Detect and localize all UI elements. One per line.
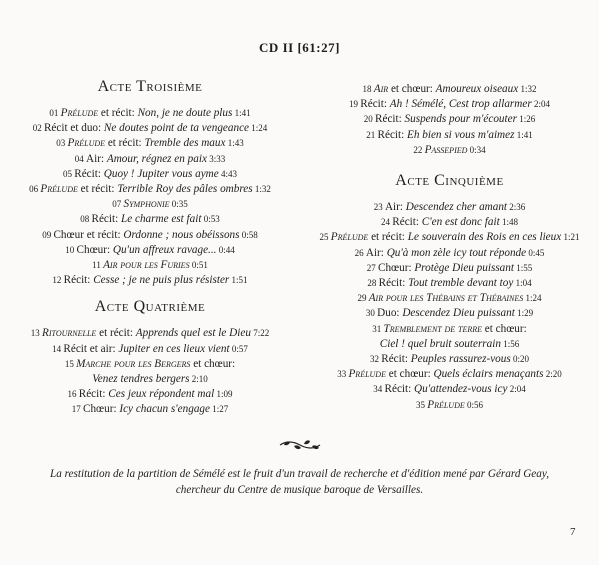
track-title: Le souverain des Rois en ces lieux [407, 231, 562, 244]
track-row [0, 326, 300, 341]
track-type: et récit: [368, 231, 408, 244]
track-row [300, 398, 599, 413]
track-form: Prélude [40, 183, 78, 196]
credits-note-line-2: chercheur du Centre de musique baroque de Versailles. [175, 484, 424, 496]
track-list-act-3 [0, 106, 300, 288]
track-form: Prélude [60, 107, 99, 119]
track-row [300, 306, 599, 321]
track-number: 14 [52, 343, 64, 354]
track-form: Ritournelle [42, 327, 97, 340]
track-duration: 1:24 [249, 123, 268, 134]
track-number: 09 [42, 229, 54, 240]
track-number: 21 [366, 129, 378, 140]
track-title: Quoy ! Jupiter vous ayme [103, 167, 219, 180]
track-duration: 0:45 [526, 247, 545, 258]
track-duration: 1:41 [514, 129, 533, 140]
track-number: 32 [370, 354, 382, 365]
track-duration: 2:04 [531, 99, 550, 110]
track-duration: 1:27 [209, 404, 229, 415]
track-title: Ordonne ; nous obéissons [123, 228, 240, 241]
track-number: 24 [381, 217, 393, 228]
act-title-4: Acte Quatrième [94, 298, 206, 316]
track-duration: 0:44 [216, 244, 235, 255]
track-type: Air: [365, 246, 387, 259]
track-form: Tremblement de terre [383, 322, 482, 335]
track-title: Qu'attendez-vous icy [414, 383, 508, 396]
track-row [0, 258, 300, 273]
track-form: Marche pour les Bergers [76, 357, 191, 370]
track-type: Récit: [381, 353, 411, 366]
track-title: Non, je ne doute plus [137, 107, 233, 119]
track-type: Récit: [63, 274, 94, 287]
track-form: Prélude [427, 398, 465, 411]
track-type: Récit: [78, 388, 109, 401]
track-duration: 1:51 [229, 275, 248, 286]
track-type: Récit: [378, 277, 409, 290]
track-duration: 1:29 [514, 308, 534, 319]
cd-title: CD II [61:27] [259, 40, 340, 55]
track-title: Le charme est fait [121, 213, 202, 226]
track-number: 28 [367, 278, 379, 289]
track-type: et récit: [96, 327, 136, 340]
track-duration: 0:34 [467, 144, 486, 155]
track-number: 01 [49, 108, 61, 118]
track-title: Qu'à mon zèle icy tout réponde [386, 246, 527, 259]
track-row [300, 337, 599, 352]
track-number: 17 [71, 404, 83, 415]
track-duration: 1:09 [214, 389, 233, 400]
track-title: Ces jeux répondent mal [108, 388, 215, 401]
track-row [0, 372, 300, 387]
track-number: 27 [366, 262, 378, 273]
track-row [0, 387, 300, 402]
track-duration: 4:43 [218, 168, 237, 179]
track-title: Apprends quel est le Dieu [135, 327, 251, 340]
track-duration: 2:36 [507, 202, 526, 213]
track-row [0, 243, 300, 258]
track-title: Ne doutes point de ta vengeance [103, 122, 250, 135]
track-row [0, 273, 300, 288]
track-row [300, 261, 599, 276]
track-type: et récit: [105, 137, 145, 150]
track-number: 34 [373, 384, 385, 395]
track-duration: 1:55 [513, 262, 533, 273]
track-form: Prélude [330, 231, 369, 244]
track-duration: 1:43 [225, 138, 244, 149]
track-number: 35 [415, 399, 428, 410]
track-duration: 2:10 [189, 374, 208, 385]
track-type: Récit: [375, 113, 405, 126]
track-type: et chœur: [190, 357, 236, 370]
track-duration: 2:04 [507, 384, 526, 395]
track-title: Descendez cher amant [405, 201, 508, 214]
track-number: 04 [74, 153, 87, 164]
track-title: Descendez Dieu puissant [402, 307, 515, 320]
track-number: 10 [65, 244, 77, 255]
track-title: Tout tremble devant toy [408, 277, 514, 290]
track-number: 20 [363, 114, 376, 125]
track-number: 30 [365, 308, 378, 319]
track-duration: 0:56 [464, 399, 483, 410]
track-duration: 1:26 [516, 114, 536, 125]
track-title: Icy chacun s'engage [119, 403, 210, 416]
track-type: Air: [86, 152, 107, 165]
act-title-5: Acte Cinquième [395, 172, 504, 190]
track-number: 18 [362, 84, 374, 94]
track-duration: 1:56 [500, 338, 520, 349]
track-title: Terrible Roy des pâles ombres [117, 183, 253, 196]
track-number: 25 [319, 232, 331, 243]
track-row [300, 276, 599, 291]
track-type: Récit: [91, 213, 121, 226]
track-duration: 1:41 [232, 108, 251, 118]
right-column [300, 72, 599, 413]
track-row [0, 106, 300, 121]
track-row [300, 128, 599, 143]
track-type: et chœur: [385, 368, 434, 381]
track-duration: 0:51 [189, 260, 208, 271]
page-number: 7 [570, 526, 576, 538]
track-row [300, 246, 599, 261]
track-title: Venez tendres bergers [92, 373, 190, 386]
track-row [300, 215, 599, 230]
track-duration: 0:20 [510, 354, 529, 365]
track-type: Récit: [377, 128, 408, 141]
track-title: Eh bien si vous m'aimez [407, 128, 515, 141]
track-duration: 1:32 [518, 84, 537, 94]
track-type: Récit: [392, 216, 422, 229]
track-number: 33 [337, 369, 349, 380]
track-row [300, 230, 599, 245]
track-title: Qu'un affreux ravage... [112, 243, 217, 256]
track-title: C'en est donc fait [421, 216, 500, 229]
track-type: Récit: [384, 383, 415, 396]
track-form: Air pour les Furies [103, 259, 190, 272]
track-type: Air: [384, 201, 406, 214]
track-title: Peuples rassurez-vous [410, 353, 511, 366]
track-row [300, 200, 599, 215]
track-row [0, 197, 300, 212]
track-duration: 0:35 [169, 199, 188, 210]
track-title: Ciel ! quel bruit souterrain [379, 337, 501, 350]
track-list-act-4-continued [300, 82, 599, 158]
track-type: et récit: [77, 183, 118, 196]
track-title: Jupiter en ces lieux vient [118, 342, 230, 355]
track-duration: 3:33 [206, 153, 226, 164]
track-duration: 1:48 [499, 217, 518, 228]
track-row [0, 357, 300, 372]
track-number: 02 [32, 123, 44, 134]
track-row [300, 382, 599, 397]
track-title: Cesse ; je ne puis plus résister [93, 274, 230, 287]
track-row [300, 367, 599, 382]
track-duration: 2:20 [543, 369, 562, 380]
track-row [0, 212, 300, 227]
track-title: Suspends pour m'écouter [404, 113, 517, 126]
track-form: Prélude [348, 368, 386, 381]
track-number: 29 [357, 293, 369, 304]
track-duration: 0:57 [229, 343, 248, 354]
track-number: 06 [29, 184, 41, 195]
track-row [300, 352, 599, 367]
track-row [300, 97, 599, 112]
track-type: Chœur: [76, 243, 113, 256]
track-row [300, 291, 599, 306]
track-form: Air [373, 83, 389, 95]
track-number: 26 [354, 247, 366, 258]
track-type: Récit: [360, 98, 390, 111]
track-row [0, 402, 300, 417]
track-title: Ah ! Sémélé, Cest trop allarmer [389, 98, 532, 111]
vine-leaf-ornament-icon [0, 437, 599, 453]
track-number: 23 [373, 202, 385, 213]
track-number: 22 [413, 144, 425, 155]
track-number: 03 [56, 138, 68, 149]
track-row [0, 152, 300, 167]
track-duration: 7:22 [250, 328, 270, 339]
track-duration: 1:32 [252, 184, 271, 195]
track-type: et chœur: [388, 83, 436, 95]
track-list-act-5 [300, 200, 599, 413]
track-list-act-4 [0, 326, 300, 417]
track-number: 16 [67, 389, 79, 400]
track-number: 19 [349, 99, 361, 110]
track-type: Récit et air: [63, 342, 119, 355]
track-title: Quels éclairs menaçants [433, 368, 544, 381]
track-duration: 0:53 [201, 214, 220, 225]
track-row [0, 228, 300, 243]
track-duration: 0:58 [239, 229, 258, 240]
track-number: 15 [64, 358, 77, 369]
credits-note [20, 466, 579, 498]
track-duration: 1:04 [513, 278, 532, 289]
track-type: et récit: [98, 107, 138, 119]
track-title: Protège Dieu puissant [414, 261, 514, 274]
track-form: Passepied [424, 143, 468, 156]
track-row [0, 182, 300, 197]
track-number: 08 [80, 214, 92, 225]
track-type: Chœur: [377, 261, 415, 274]
track-row [300, 82, 599, 97]
track-number: 13 [30, 328, 43, 339]
left-column [0, 72, 300, 418]
track-type: Duo: [377, 307, 403, 320]
track-row [0, 136, 300, 151]
track-number: 05 [63, 168, 75, 179]
track-form: Prélude [67, 137, 106, 150]
track-row [300, 143, 599, 158]
credits-note-line-1: La restitution de la partition de Sémélé est le fruit d'un travail de recherche et d'édition mené par Gérard Geay, [49, 468, 549, 480]
track-row [0, 121, 300, 136]
track-type: et chœur: [482, 322, 527, 335]
act-title-3: Acte Troisième [97, 78, 203, 95]
track-number: 07 [112, 199, 124, 210]
track-type: Récit: [74, 167, 104, 180]
track-title: Amour, régnez en paix [106, 152, 207, 165]
track-row [300, 112, 599, 127]
track-row [0, 342, 300, 357]
track-form: Symphonie [123, 198, 170, 211]
track-title: Tremble des maux [144, 137, 226, 150]
track-number: 11 [92, 260, 104, 271]
track-type: Récit et duo: [43, 122, 104, 135]
track-form: Air pour les Thébains et Thébaines [368, 292, 524, 305]
track-title: Amoureux oiseaux [435, 83, 519, 95]
track-type: Chœur: [83, 403, 120, 416]
track-number: 31 [372, 323, 384, 334]
track-type: Chœur et récit: [53, 228, 124, 241]
track-row [0, 167, 300, 182]
track-duration: 1:21 [561, 232, 580, 243]
track-number: 12 [52, 275, 64, 286]
track-duration: 1:24 [523, 293, 542, 304]
track-row [300, 322, 599, 337]
